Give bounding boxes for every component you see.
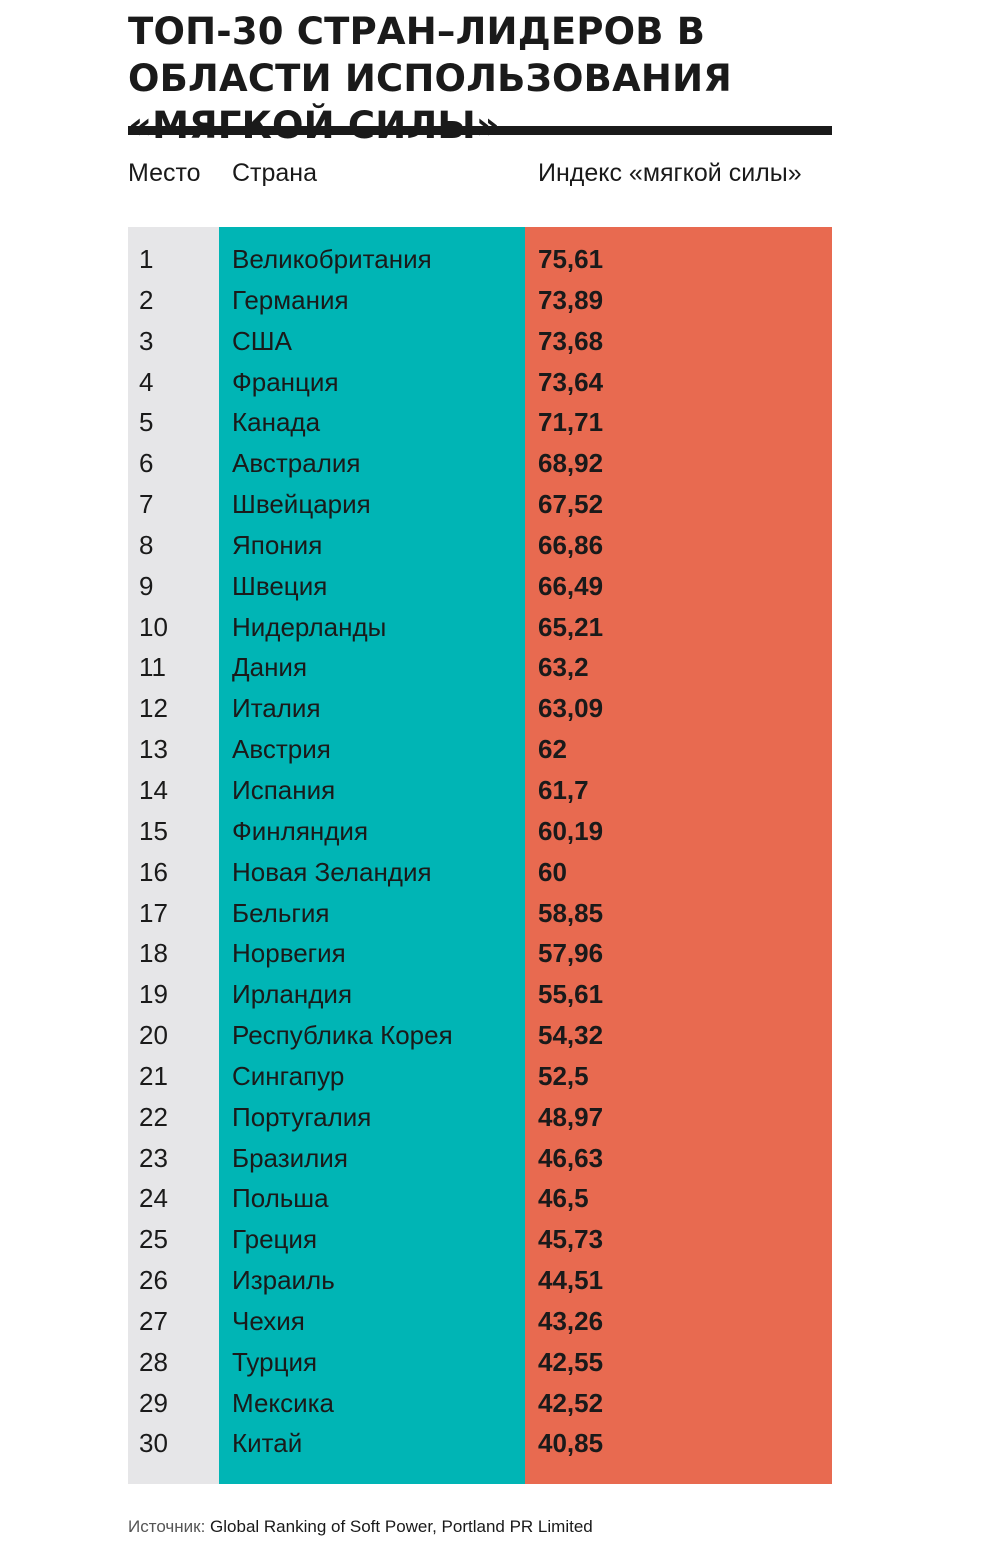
- source-text: Global Ranking of Soft Power, Portland PR Limited: [210, 1517, 593, 1536]
- table-row: [128, 893, 832, 934]
- index-cell: 55,61: [538, 979, 604, 1010]
- index-cell: 66,86: [538, 529, 604, 560]
- rank-cell: 26: [139, 1265, 168, 1296]
- source-note: [128, 1515, 593, 1539]
- index-cell: 66,49: [538, 570, 604, 601]
- source-label: Источник:: [128, 1517, 206, 1536]
- header-country: Страна: [232, 159, 318, 187]
- table-row: [128, 770, 832, 811]
- index-cell: 48,97: [538, 1101, 604, 1132]
- index-cell: 63,2: [538, 652, 589, 683]
- ranking-table: [128, 239, 832, 1464]
- index-cell: 52,5: [538, 1060, 589, 1091]
- index-cell: 75,61: [538, 244, 604, 274]
- index-cell: 65,21: [538, 611, 604, 642]
- rank-cell: 28: [139, 1346, 168, 1377]
- country-cell: Польша: [232, 1183, 329, 1214]
- rank-cell: 2: [139, 284, 154, 315]
- rank-cell: 22: [139, 1101, 168, 1132]
- country-cell: Бельгия: [232, 897, 330, 928]
- rank-cell: 23: [139, 1142, 168, 1173]
- table-row: [128, 1138, 832, 1179]
- index-cell: 40,85: [538, 1428, 604, 1459]
- country-cell: Германия: [232, 284, 349, 315]
- index-cell: 60: [538, 856, 567, 887]
- table-row: [128, 1383, 832, 1424]
- rank-cell: 14: [139, 774, 168, 805]
- country-cell: Португалия: [232, 1101, 372, 1132]
- table-row: [128, 688, 832, 729]
- country-cell: Нидерланды: [232, 611, 387, 642]
- rank-cell: 1: [139, 244, 154, 274]
- rank-cell: 24: [139, 1183, 168, 1214]
- rank-cell: 29: [139, 1387, 168, 1418]
- rank-cell: 4: [139, 366, 154, 397]
- country-cell: Ирландия: [232, 979, 353, 1010]
- table-row: [128, 443, 832, 484]
- index-cell: 73,64: [538, 366, 604, 397]
- country-cell: Израиль: [232, 1265, 335, 1296]
- index-cell: 42,55: [538, 1346, 604, 1377]
- rank-cell: 19: [139, 979, 168, 1010]
- table-row: [128, 321, 832, 362]
- index-cell: 73,89: [538, 284, 604, 315]
- table-row: [128, 1097, 832, 1138]
- table-row: [128, 239, 832, 280]
- table-row: [128, 1342, 832, 1383]
- rank-cell: 25: [139, 1224, 168, 1255]
- country-cell: Новая Зеландия: [232, 856, 432, 887]
- page-title: ТОП-30 СТРАН–ЛИДЕРОВ В ОБЛАСТИ ИСПОЛЬЗОВАНИЯ: [128, 10, 732, 100]
- index-cell: 60,19: [538, 815, 604, 846]
- country-cell: Япония: [232, 529, 323, 560]
- index-cell: 46,5: [538, 1183, 589, 1214]
- country-cell: Республика Корея: [232, 1020, 453, 1051]
- country-cell: Канада: [232, 407, 321, 438]
- table-row: [128, 607, 832, 648]
- country-cell: Греция: [232, 1224, 318, 1255]
- table-row: [128, 1423, 832, 1464]
- index-cell: 62: [538, 734, 567, 765]
- country-cell: Австралия: [232, 448, 361, 479]
- rank-cell: 20: [139, 1020, 168, 1051]
- rank-cell: 7: [139, 489, 154, 520]
- country-cell: Финляндия: [232, 815, 369, 846]
- table-row: [128, 525, 832, 566]
- rank-cell: 5: [139, 407, 154, 438]
- index-cell: 73,68: [538, 325, 604, 356]
- table-row: [128, 974, 832, 1015]
- country-cell: Швеция: [232, 570, 328, 601]
- country-cell: Австрия: [232, 734, 331, 765]
- country-cell: Китай: [232, 1428, 303, 1459]
- country-cell: Испания: [232, 774, 336, 805]
- rank-cell: 17: [139, 897, 168, 928]
- table-row: [128, 811, 832, 852]
- country-cell: Чехия: [232, 1305, 305, 1336]
- country-cell: Мексика: [232, 1387, 335, 1418]
- country-cell: Франция: [232, 366, 339, 397]
- table-row: [128, 1260, 832, 1301]
- table-row: [128, 1015, 832, 1056]
- index-cell: 61,7: [538, 774, 589, 805]
- index-cell: 68,92: [538, 448, 604, 479]
- country-cell: Великобритания: [232, 244, 432, 274]
- rank-cell: 12: [139, 693, 168, 724]
- table-row: [128, 1178, 832, 1219]
- rank-cell: 27: [139, 1305, 168, 1336]
- rank-cell: 11: [139, 652, 166, 683]
- table-row: [128, 729, 832, 770]
- index-cell: 42,52: [538, 1387, 604, 1418]
- index-cell: 44,51: [538, 1265, 604, 1296]
- index-cell: 58,85: [538, 897, 604, 928]
- rank-cell: 13: [139, 734, 168, 765]
- header-index: Индекс «мягкой силы»: [538, 159, 802, 187]
- country-cell: Бразилия: [232, 1142, 348, 1173]
- table-row: [128, 566, 832, 607]
- rank-cell: 6: [139, 448, 154, 479]
- rank-cell: 30: [139, 1428, 168, 1459]
- index-cell: 71,71: [538, 407, 604, 438]
- table-row: [128, 1056, 832, 1097]
- rank-cell: 15: [139, 815, 168, 846]
- index-cell: 45,73: [538, 1224, 604, 1255]
- rank-cell: 21: [139, 1060, 168, 1091]
- country-cell: Норвегия: [232, 938, 346, 969]
- header-rank: Место: [128, 159, 201, 187]
- country-cell: Швейцария: [232, 489, 371, 520]
- table-row: [128, 1301, 832, 1342]
- table-row: [128, 362, 832, 403]
- country-cell: Сингапур: [232, 1060, 345, 1091]
- country-cell: Италия: [232, 693, 321, 724]
- table-row: [128, 402, 832, 443]
- country-cell: Дания: [232, 652, 308, 683]
- index-cell: 54,32: [538, 1020, 604, 1051]
- rank-cell: 3: [139, 325, 154, 356]
- rank-cell: 8: [139, 529, 154, 560]
- index-cell: 57,96: [538, 938, 604, 969]
- country-cell: Турция: [232, 1346, 318, 1377]
- index-cell: 67,52: [538, 489, 604, 520]
- table-row: [128, 647, 832, 688]
- table-row: [128, 852, 832, 893]
- table-row: [128, 933, 832, 974]
- rank-cell: 10: [139, 611, 168, 642]
- index-cell: 46,63: [538, 1142, 604, 1173]
- table-row: [128, 1219, 832, 1260]
- index-cell: 63,09: [538, 693, 604, 724]
- index-cell: 43,26: [538, 1305, 604, 1336]
- title-divider: [128, 126, 832, 135]
- country-cell: США: [232, 325, 292, 356]
- table-row: [128, 280, 832, 321]
- rank-cell: 18: [139, 938, 168, 969]
- rank-cell: 9: [139, 570, 154, 601]
- table-row: [128, 484, 832, 525]
- rank-cell: 16: [139, 856, 168, 887]
